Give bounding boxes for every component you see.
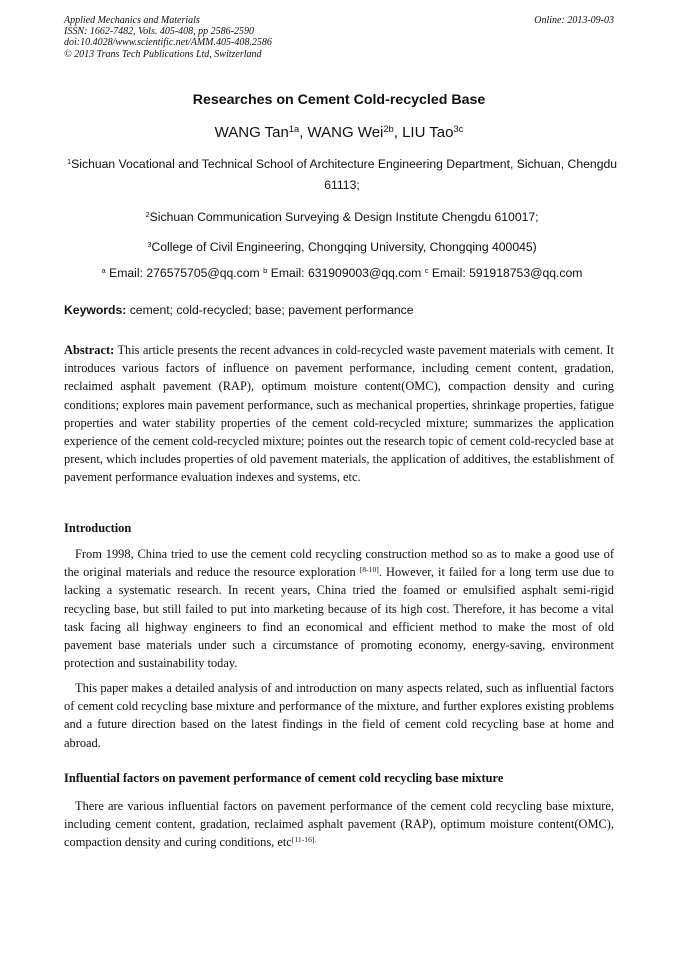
online-date: Online: 2013-09-03 [534,15,614,26]
author-name: LIU Tao [402,124,454,141]
copyright-line: © 2013 Trans Tech Publications Ltd, Switzerland [64,48,262,60]
paper-title: Researches on Cement Cold-recycled Base [192,92,486,108]
email-link[interactable]: Email: 591918753@qq.com [428,266,583,280]
author-superscript: 3c [453,123,464,134]
intro-paragraph-2: This paper makes a detailed analysis of and introduction on many aspects related, such as influential factors of cement cold recycling base mixture and performance of the mixture, and further explores existing problems and a future direction based on the latest findings in the field of cement cold recycling base at home and abroad. [64,681,614,750]
citation: [8-10] [359,564,379,574]
section-heading-introduction: Introduction [64,521,132,535]
abstract-label: Abstract: [64,343,115,357]
factors-paragraph-1: There are various influential factors on pavement performance of the cement cold recycling base mixture, including cement content, gradation, reclaimed asphalt pavement (RAP), optimum moisture content(OMC), compaction density and curing conditions, etc$^{[11-16].}$ [64,799,614,850]
keywords-text: cement; cold-recycled; base; pavement performance [126,303,414,317]
section-heading-factors: Influential factors on pavement performance of cement cold recycling base mixture [64,771,504,785]
affiliation-1: $^1$Sichuan Vocational and Technical School of Architecture Engineering Department, Sichuan, Chengdu 61113; [66,156,618,192]
email-line: $^a$ Email: 276575705@qq.com $^b$ Email: 631909003@qq.com $^c$ Email: 591918753@qq.com [101,265,583,280]
affiliation-2: $^2$Sichuan Communication Surveying & Design Institute Chengdu 610017; [145,209,539,224]
author-list: WANG Tan$^{1a}$, WANG Wei$^{2b}$, LIU Tao$^{3c}$ [214,123,464,141]
email-link[interactable]: Email: 631909003@qq.com [267,266,425,280]
abstract [64,341,614,487]
abstract-text: This article presents the recent advances in cold-recycled waste pavement materials with cement. It introduces various factors of influence on pavement performance, including cement content, gradation, reclaimed asphalt pavement (RAP), optimum moisture content(OMC), compaction density and curing conditions; explores main pavement performance, such as mechanical properties, shrinkage properties, fatigue properties and water stability properties of the cement cold-recycled mixture; summarizes the application experience of the cement cold-recycled mixture; pointes out the research topic of cement cold-recycled base at present, which includes properties of old pavement materials, the application of additives, the establishment of pavement performance evaluation indexes and systems, etc. [64,343,614,485]
journal-name: Applied Mechanics and Materials [64,15,200,26]
issn-line: ISSN: 1662-7482, Vols. 405-408, pp 2586-2590 [64,26,254,38]
author-name: WANG Tan [214,124,289,141]
author-superscript: 2b [383,123,394,134]
intro-paragraph-1: From 1998, China tried to use the cement cold recycling construction method so as to make a good use of the original materials and reduce the resource exploration [8-10]. However, it failed for a long term use due to lacking a systematic research. In recent years, China tried the foamed or emulsified asphalt semi-rigid recycling base, but still failed to put into marketing because of its high cost. Therefore, it has become a vital task facing all highway engineers to find an economical and efficient method to make the most of old pavement base materials under such a circumstance of promoting economy, energy-saving, environment protection and sustainability today. [64,547,614,671]
author-name: WANG Wei [307,124,384,141]
doi-line: doi:10.4028/www.scientific.net/AMM.405-408.2586 [64,37,272,49]
keywords [64,303,414,317]
citation: [11-16]. [291,835,317,845]
affiliation-3: $^3$College of Civil Engineering, Chongqing University, Chongqing 400045) [147,239,537,254]
author-superscript: 1a [288,123,300,134]
journal-header [64,15,614,60]
keywords-label: Keywords: [64,303,127,317]
email-link[interactable]: Email: 276575705@qq.com [105,266,264,280]
